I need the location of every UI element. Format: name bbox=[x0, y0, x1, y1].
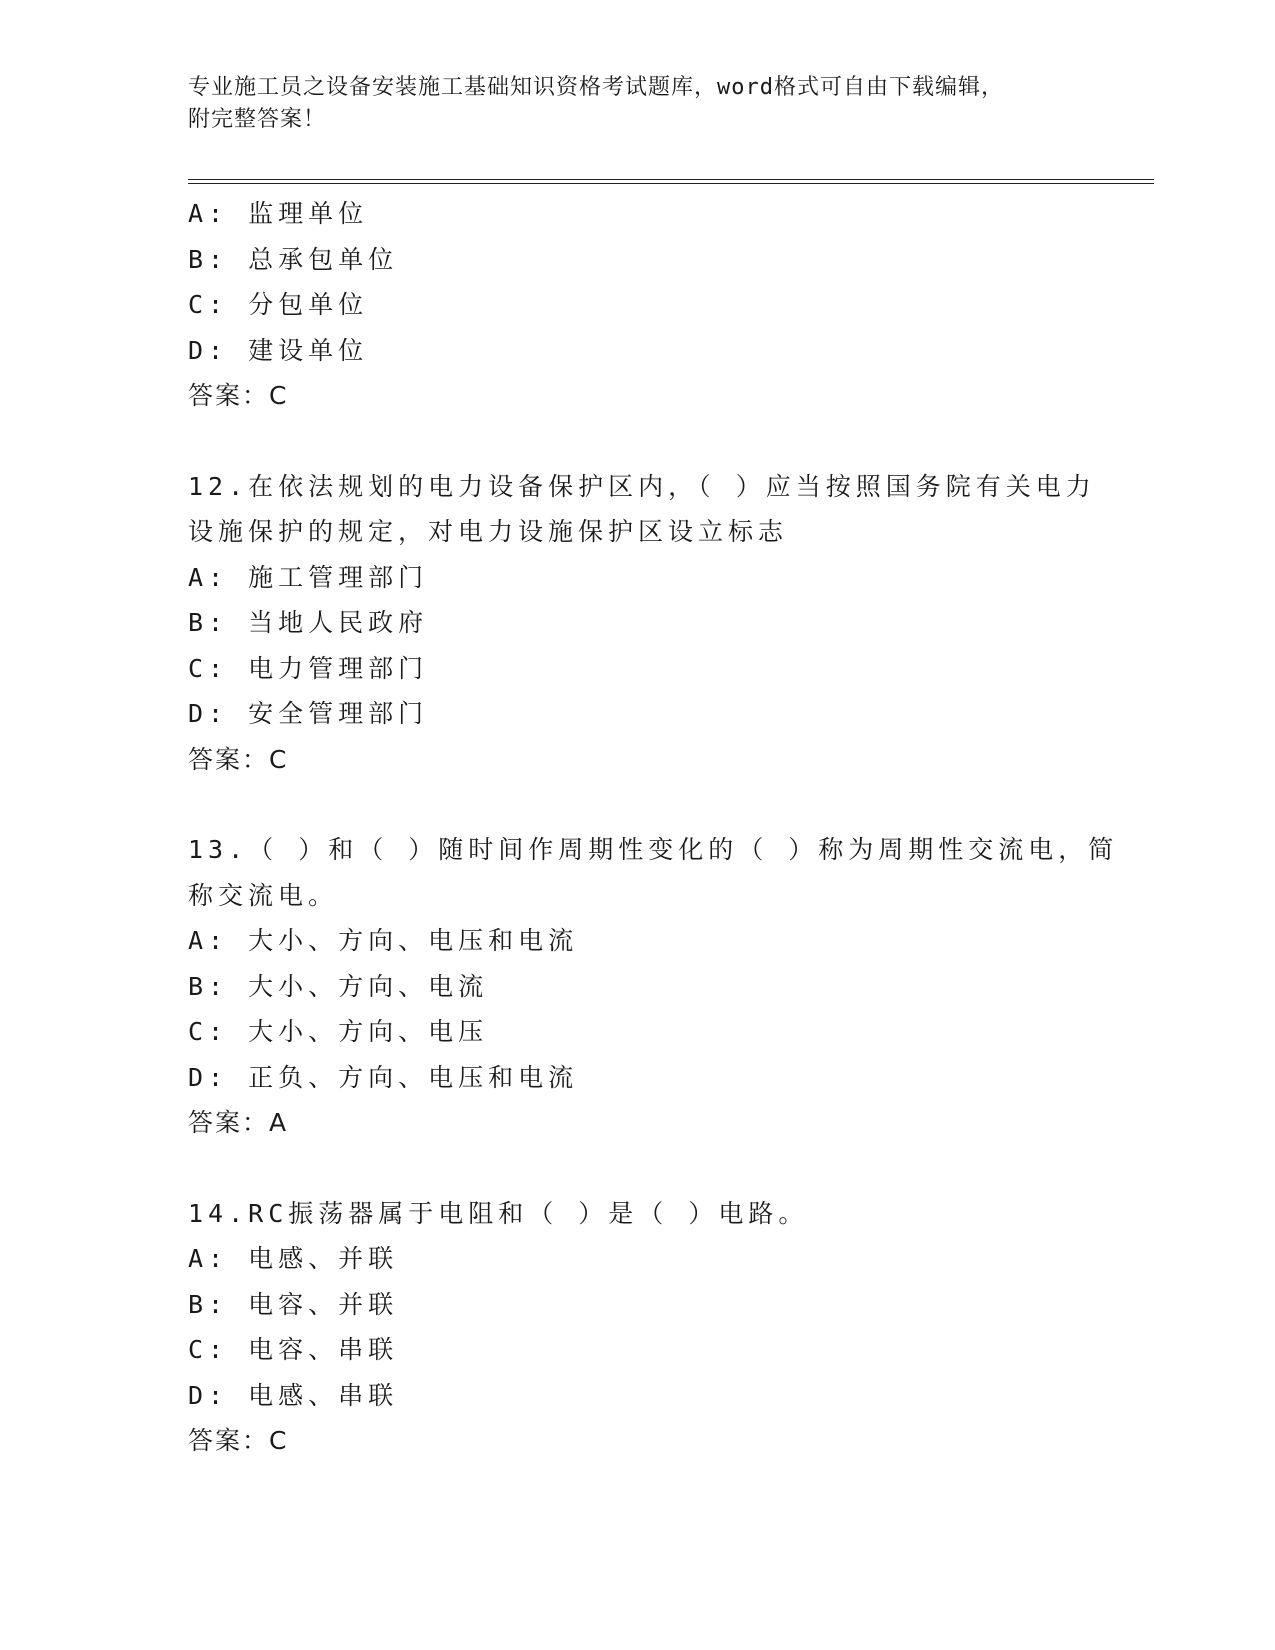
answer-line: 答案：C bbox=[188, 1426, 289, 1455]
option-b: B: 大小、方向、电流 bbox=[188, 971, 489, 1001]
option-d: D: 正负、方向、电压和电流 bbox=[188, 1062, 579, 1092]
header-divider-top bbox=[188, 179, 1154, 180]
question-block-12 bbox=[188, 464, 1096, 783]
block-spacer bbox=[188, 419, 1088, 464]
question-block-14 bbox=[188, 1191, 1088, 1464]
option-a: A: 大小、方向、电压和电流 bbox=[188, 926, 579, 955]
block-spacer bbox=[188, 782, 1088, 827]
option-b: B: 当地人民政府 bbox=[188, 608, 429, 637]
header-divider-bottom bbox=[188, 183, 1154, 184]
option-d: D: 电感、串联 bbox=[188, 1380, 399, 1410]
option-a: A: 电感、并联 bbox=[188, 1244, 399, 1273]
option-a: A: 施工管理部门 bbox=[188, 562, 429, 592]
question-block-13 bbox=[188, 827, 1119, 1146]
option-d: D: 安全管理部门 bbox=[188, 699, 429, 728]
question-text-line-1: 13.（ ）和（ ）随时间作周期性变化的（ ）称为周期性交流电，简 bbox=[188, 835, 1119, 864]
option-d: D: 建设单位 bbox=[188, 335, 369, 365]
question-text-line-1: 14.RC振荡器属于电阻和（ ）是（ ）电路。 bbox=[188, 1198, 809, 1228]
question-text-line-1: 12.在依法规划的电力设备保护区内，（ ）应当按照国务院有关电力 bbox=[188, 471, 1096, 501]
answer-line: 答案：C bbox=[188, 381, 289, 410]
option-b: B: 电容、并联 bbox=[188, 1289, 399, 1319]
document-header bbox=[188, 72, 1068, 136]
option-c: C: 电容、串联 bbox=[188, 1335, 399, 1364]
option-a: A: 监理单位 bbox=[188, 199, 369, 228]
header-line-2: 附完整答案！ bbox=[188, 107, 327, 132]
option-c: C: 分包单位 bbox=[188, 290, 369, 319]
header-line-1: 专业施工员之设备安装施工基础知识资格考试题库，word格式可自由下载编辑， bbox=[188, 75, 1004, 100]
question-text-line-2: 设施保护的规定，对电力设施保护区设立标志 bbox=[188, 517, 789, 546]
block-spacer bbox=[188, 1146, 1088, 1191]
option-c: C: 大小、方向、电压 bbox=[188, 1017, 489, 1046]
option-b: B: 总承包单位 bbox=[188, 244, 399, 274]
answer-line: 答案：A bbox=[188, 1108, 289, 1137]
question-text-line-2: 称交流电。 bbox=[188, 880, 339, 910]
answer-line: 答案：C bbox=[188, 744, 289, 774]
option-c: C: 电力管理部门 bbox=[188, 653, 429, 683]
question-list bbox=[188, 191, 1119, 1464]
question-block-11 bbox=[188, 191, 1088, 419]
